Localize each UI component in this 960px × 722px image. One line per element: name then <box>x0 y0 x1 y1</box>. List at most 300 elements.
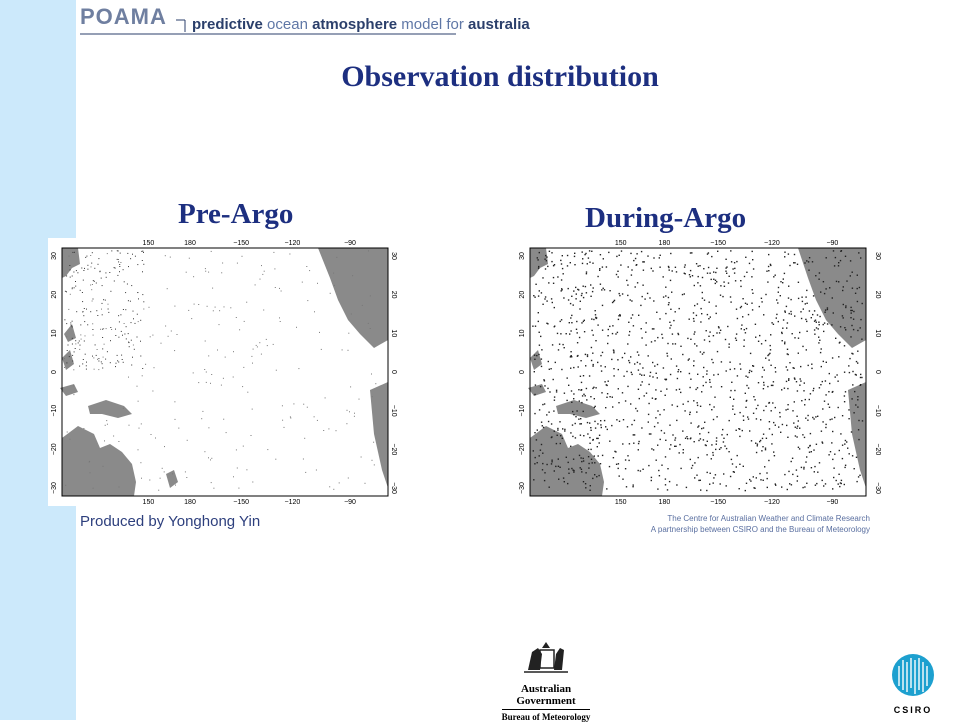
observation-point <box>76 311 77 312</box>
observation-point <box>352 275 353 276</box>
observation-point <box>616 274 617 275</box>
observation-point <box>557 276 558 277</box>
right-tick-label: 20 <box>874 290 881 299</box>
observation-point <box>736 466 737 467</box>
observation-point <box>317 283 318 284</box>
observation-point <box>791 461 792 462</box>
observation-point <box>575 416 576 417</box>
observation-point <box>562 268 563 269</box>
observation-point <box>631 374 632 375</box>
observation-point <box>633 484 634 485</box>
observation-point <box>620 264 621 265</box>
observation-point <box>585 286 586 287</box>
observation-point <box>583 481 584 482</box>
observation-point <box>652 398 653 399</box>
observation-point <box>140 320 141 321</box>
centre-credit-line1: The Centre for Australian Weather and Climate Research <box>667 514 870 523</box>
observation-point <box>849 372 850 373</box>
observation-point <box>715 283 716 284</box>
observation-point <box>676 271 677 272</box>
observation-point <box>713 406 714 407</box>
observation-point <box>548 412 549 413</box>
observation-point <box>547 266 548 267</box>
observation-point <box>742 430 743 431</box>
observation-point <box>137 337 138 338</box>
observation-point <box>798 298 799 299</box>
observation-point <box>539 252 540 253</box>
observation-point <box>641 251 642 252</box>
observation-point <box>793 422 794 423</box>
observation-point <box>118 315 119 316</box>
observation-point <box>572 411 573 412</box>
observation-point <box>570 303 571 304</box>
observation-point <box>858 420 859 421</box>
observation-point <box>818 322 819 323</box>
observation-point <box>702 353 703 354</box>
observation-point <box>104 344 105 345</box>
observation-point <box>694 305 695 306</box>
observation-point <box>689 373 690 374</box>
observation-point <box>115 268 116 269</box>
observation-point <box>825 288 826 289</box>
observation-point <box>276 370 277 371</box>
bottom-tick-label: 150 <box>614 499 627 506</box>
observation-point <box>848 365 849 366</box>
observation-point <box>73 272 74 273</box>
observation-point <box>124 334 125 335</box>
observation-point <box>597 446 598 447</box>
gov-divider <box>502 709 590 710</box>
gov-line2: Bureau of Meteorology <box>501 712 591 722</box>
observation-point <box>709 302 710 303</box>
observation-point <box>832 392 833 393</box>
observation-point <box>749 372 750 373</box>
observation-point <box>728 282 729 283</box>
observation-point <box>643 270 644 271</box>
observation-point <box>739 464 740 465</box>
observation-point <box>751 440 752 441</box>
observation-point <box>703 367 704 368</box>
observation-point <box>601 289 602 290</box>
observation-point <box>720 483 721 484</box>
observation-point <box>601 370 602 371</box>
observation-point <box>714 397 715 398</box>
observation-point <box>838 356 839 357</box>
observation-point <box>219 324 220 325</box>
observation-point <box>244 321 245 322</box>
observation-point <box>838 262 839 263</box>
observation-point <box>752 289 753 290</box>
observation-point <box>806 331 807 332</box>
observation-point <box>92 284 93 285</box>
observation-point <box>590 396 591 397</box>
observation-point <box>703 268 704 269</box>
observation-point <box>542 404 543 405</box>
observation-point <box>663 296 664 297</box>
observation-point <box>793 262 794 263</box>
observation-point <box>303 459 304 460</box>
observation-point <box>762 376 763 377</box>
observation-point <box>664 379 665 380</box>
observation-point <box>581 423 582 424</box>
observation-point <box>69 256 70 257</box>
observation-point <box>652 328 653 329</box>
observation-point <box>788 286 789 287</box>
observation-point <box>805 461 806 462</box>
observation-point <box>186 477 187 478</box>
observation-point <box>627 343 628 344</box>
observation-point <box>672 434 673 435</box>
observation-point <box>576 321 577 322</box>
observation-point <box>844 401 845 402</box>
observation-point <box>83 428 84 429</box>
observation-point <box>578 366 579 367</box>
observation-point <box>581 382 582 383</box>
observation-point <box>680 346 681 347</box>
observation-point <box>274 268 275 269</box>
observation-point <box>722 296 723 297</box>
observation-point <box>141 478 142 479</box>
observation-point <box>631 424 632 425</box>
observation-point <box>114 267 115 268</box>
observation-point <box>557 429 558 430</box>
observation-point <box>137 292 138 293</box>
observation-point <box>767 281 768 282</box>
observation-point <box>626 371 627 372</box>
observation-point <box>551 252 552 253</box>
observation-point <box>861 339 862 340</box>
observation-point <box>666 379 667 380</box>
observation-point <box>752 259 753 260</box>
observation-point <box>819 462 820 463</box>
observation-point <box>577 342 578 343</box>
observation-point <box>709 404 710 405</box>
observation-point <box>750 480 751 481</box>
observation-point <box>829 407 830 408</box>
observation-point <box>262 274 263 275</box>
observation-point <box>635 408 636 409</box>
observation-point <box>660 439 661 440</box>
observation-point <box>730 301 731 302</box>
observation-point <box>127 253 128 254</box>
observation-point <box>561 290 562 291</box>
observation-point <box>593 364 594 365</box>
left-tick-label: 10 <box>51 329 58 338</box>
observation-point <box>791 484 792 485</box>
observation-point <box>592 291 593 292</box>
observation-point <box>549 391 550 392</box>
observation-point <box>534 463 535 464</box>
observation-point <box>741 306 742 307</box>
observation-point <box>574 256 575 257</box>
observation-point <box>600 420 601 421</box>
observation-point <box>546 300 547 301</box>
observation-point <box>743 420 744 421</box>
observation-point <box>533 295 534 296</box>
observation-point <box>755 337 756 338</box>
observation-point <box>736 333 737 334</box>
observation-point <box>853 412 854 413</box>
observation-point <box>811 467 812 468</box>
observation-point <box>225 357 226 358</box>
observation-point <box>850 275 851 276</box>
observation-point <box>105 359 106 360</box>
observation-point <box>757 445 758 446</box>
observation-point <box>79 341 80 342</box>
observation-point <box>838 483 839 484</box>
observation-point <box>653 257 654 258</box>
observation-point <box>835 338 836 339</box>
observation-point <box>349 411 350 412</box>
observation-point <box>826 362 827 363</box>
observation-point <box>82 301 83 302</box>
observation-point <box>843 317 844 318</box>
observation-point <box>676 420 677 421</box>
observation-point <box>760 419 761 420</box>
observation-point <box>740 286 741 287</box>
observation-point <box>92 323 93 324</box>
observation-point <box>597 276 598 277</box>
panel-title-during-argo: During-Argo <box>585 202 747 234</box>
observation-point <box>137 386 138 387</box>
observation-point <box>579 423 580 424</box>
observation-point <box>594 398 595 399</box>
observation-point <box>716 268 717 269</box>
observation-point <box>842 290 843 291</box>
observation-point <box>204 451 205 452</box>
observation-point <box>788 253 789 254</box>
observation-point <box>138 298 139 299</box>
observation-point <box>819 387 820 388</box>
observation-point <box>230 307 231 308</box>
observation-point <box>819 324 820 325</box>
observation-point <box>559 467 560 468</box>
observation-point <box>137 314 138 315</box>
observation-point <box>75 343 76 344</box>
observation-point <box>849 358 850 359</box>
observation-point <box>597 438 598 439</box>
observation-point <box>669 425 670 426</box>
observation-point <box>629 331 630 332</box>
observation-point <box>581 461 582 462</box>
observation-point <box>823 361 824 362</box>
observation-point <box>641 337 642 338</box>
observation-point <box>850 310 851 311</box>
observation-point <box>710 316 711 317</box>
observation-point <box>101 309 102 310</box>
observation-point <box>580 376 581 377</box>
observation-point <box>72 288 73 289</box>
observation-point <box>806 456 807 457</box>
observation-point <box>581 322 582 323</box>
observation-point <box>854 391 855 392</box>
observation-point <box>562 344 563 345</box>
observation-point <box>107 351 108 352</box>
observation-point <box>648 355 649 356</box>
observation-point <box>570 432 571 433</box>
observation-point <box>765 358 766 359</box>
observation-point <box>667 355 668 356</box>
observation-point <box>559 421 560 422</box>
observation-point <box>670 253 671 254</box>
observation-point <box>142 271 143 272</box>
observation-point <box>712 362 713 363</box>
observation-point <box>787 349 788 350</box>
observation-point <box>546 260 547 261</box>
observation-point <box>736 430 737 431</box>
observation-point <box>825 394 826 395</box>
observation-point <box>670 374 671 375</box>
panel-title-pre-argo: Pre-Argo <box>178 198 294 230</box>
observation-point <box>587 263 588 264</box>
observation-point <box>665 313 666 314</box>
observation-point <box>583 435 584 436</box>
observation-point <box>838 474 839 475</box>
observation-point <box>535 326 536 327</box>
observation-point <box>94 369 95 370</box>
observation-point <box>591 251 592 252</box>
observation-point <box>801 467 802 468</box>
left-tick-label: 20 <box>519 290 526 299</box>
observation-point <box>142 260 143 261</box>
observation-point <box>763 480 764 481</box>
observation-point <box>208 457 209 458</box>
observation-point <box>551 437 552 438</box>
observation-point <box>841 480 842 481</box>
observation-point <box>135 323 136 324</box>
observation-point <box>762 438 763 439</box>
observation-point <box>72 361 73 362</box>
observation-point <box>739 488 740 489</box>
observation-point <box>810 445 811 446</box>
observation-point <box>64 367 65 368</box>
observation-point <box>862 420 863 421</box>
observation-point <box>672 333 673 334</box>
observation-point <box>361 457 362 458</box>
observation-point <box>109 272 110 273</box>
observation-point <box>371 374 372 375</box>
observation-point <box>786 327 787 328</box>
observation-point <box>616 419 617 420</box>
observation-point <box>756 477 757 478</box>
observation-point <box>788 297 789 298</box>
left-tick-label: 0 <box>51 370 58 374</box>
observation-point <box>822 442 823 443</box>
observation-point <box>716 313 717 314</box>
observation-point <box>631 372 632 373</box>
observation-point <box>350 386 351 387</box>
observation-point <box>844 345 845 346</box>
observation-point <box>708 432 709 433</box>
observation-point <box>693 400 694 401</box>
observation-point <box>64 319 65 320</box>
observation-point <box>92 252 93 253</box>
observation-point <box>689 414 690 415</box>
observation-point <box>573 459 574 460</box>
observation-point <box>142 368 143 369</box>
observation-point <box>730 250 731 251</box>
observation-point <box>845 256 846 257</box>
observation-point <box>693 312 694 313</box>
observation-point <box>84 268 85 269</box>
observation-point <box>657 364 658 365</box>
observation-point <box>800 380 801 381</box>
observation-point <box>155 438 156 439</box>
observation-point <box>544 472 545 473</box>
observation-point <box>263 310 264 311</box>
observation-point <box>94 281 95 282</box>
observation-point <box>140 341 141 342</box>
observation-point <box>747 304 748 305</box>
observation-point <box>588 463 589 464</box>
observation-point <box>828 391 829 392</box>
observation-point <box>127 284 128 285</box>
observation-point <box>561 279 562 280</box>
observation-point <box>747 377 748 378</box>
observation-point <box>711 256 712 257</box>
observation-point <box>589 490 590 491</box>
observation-point <box>765 406 766 407</box>
observation-point <box>581 402 582 403</box>
observation-point <box>694 462 695 463</box>
observation-point <box>66 291 67 292</box>
observation-point <box>158 490 159 491</box>
observation-point <box>693 360 694 361</box>
observation-point <box>705 444 706 445</box>
observation-point <box>857 330 858 331</box>
observation-point <box>329 486 330 487</box>
observation-point <box>92 301 93 302</box>
observation-point <box>595 310 596 311</box>
observation-point <box>629 443 630 444</box>
observation-point <box>679 389 680 390</box>
observation-point <box>636 253 637 254</box>
observation-point <box>120 262 121 263</box>
observation-point <box>778 426 779 427</box>
right-tick-label: 10 <box>390 329 397 338</box>
observation-point <box>76 270 77 271</box>
observation-point <box>83 270 84 271</box>
right-tick-label: −20 <box>390 443 397 456</box>
observation-point <box>698 457 699 458</box>
observation-point <box>792 410 793 411</box>
observation-point <box>798 338 799 339</box>
observation-point <box>160 478 161 479</box>
observation-point <box>575 423 576 424</box>
observation-point <box>825 483 826 484</box>
observation-point <box>790 311 791 312</box>
observation-point <box>657 488 658 489</box>
observation-point <box>675 446 676 447</box>
observation-point <box>94 268 95 269</box>
observation-point <box>600 463 601 464</box>
observation-point <box>129 342 130 343</box>
observation-point <box>637 282 638 283</box>
observation-point <box>640 305 641 306</box>
observation-point <box>730 296 731 297</box>
observation-point <box>720 285 721 286</box>
left-tick-label: 30 <box>51 252 58 260</box>
observation-point <box>638 441 639 442</box>
observation-point <box>689 319 690 320</box>
observation-point <box>806 321 807 322</box>
observation-point <box>246 469 247 470</box>
observation-point <box>706 454 707 455</box>
observation-point <box>618 463 619 464</box>
observation-point <box>657 377 658 378</box>
observation-point <box>648 465 649 466</box>
observation-point <box>108 309 109 310</box>
